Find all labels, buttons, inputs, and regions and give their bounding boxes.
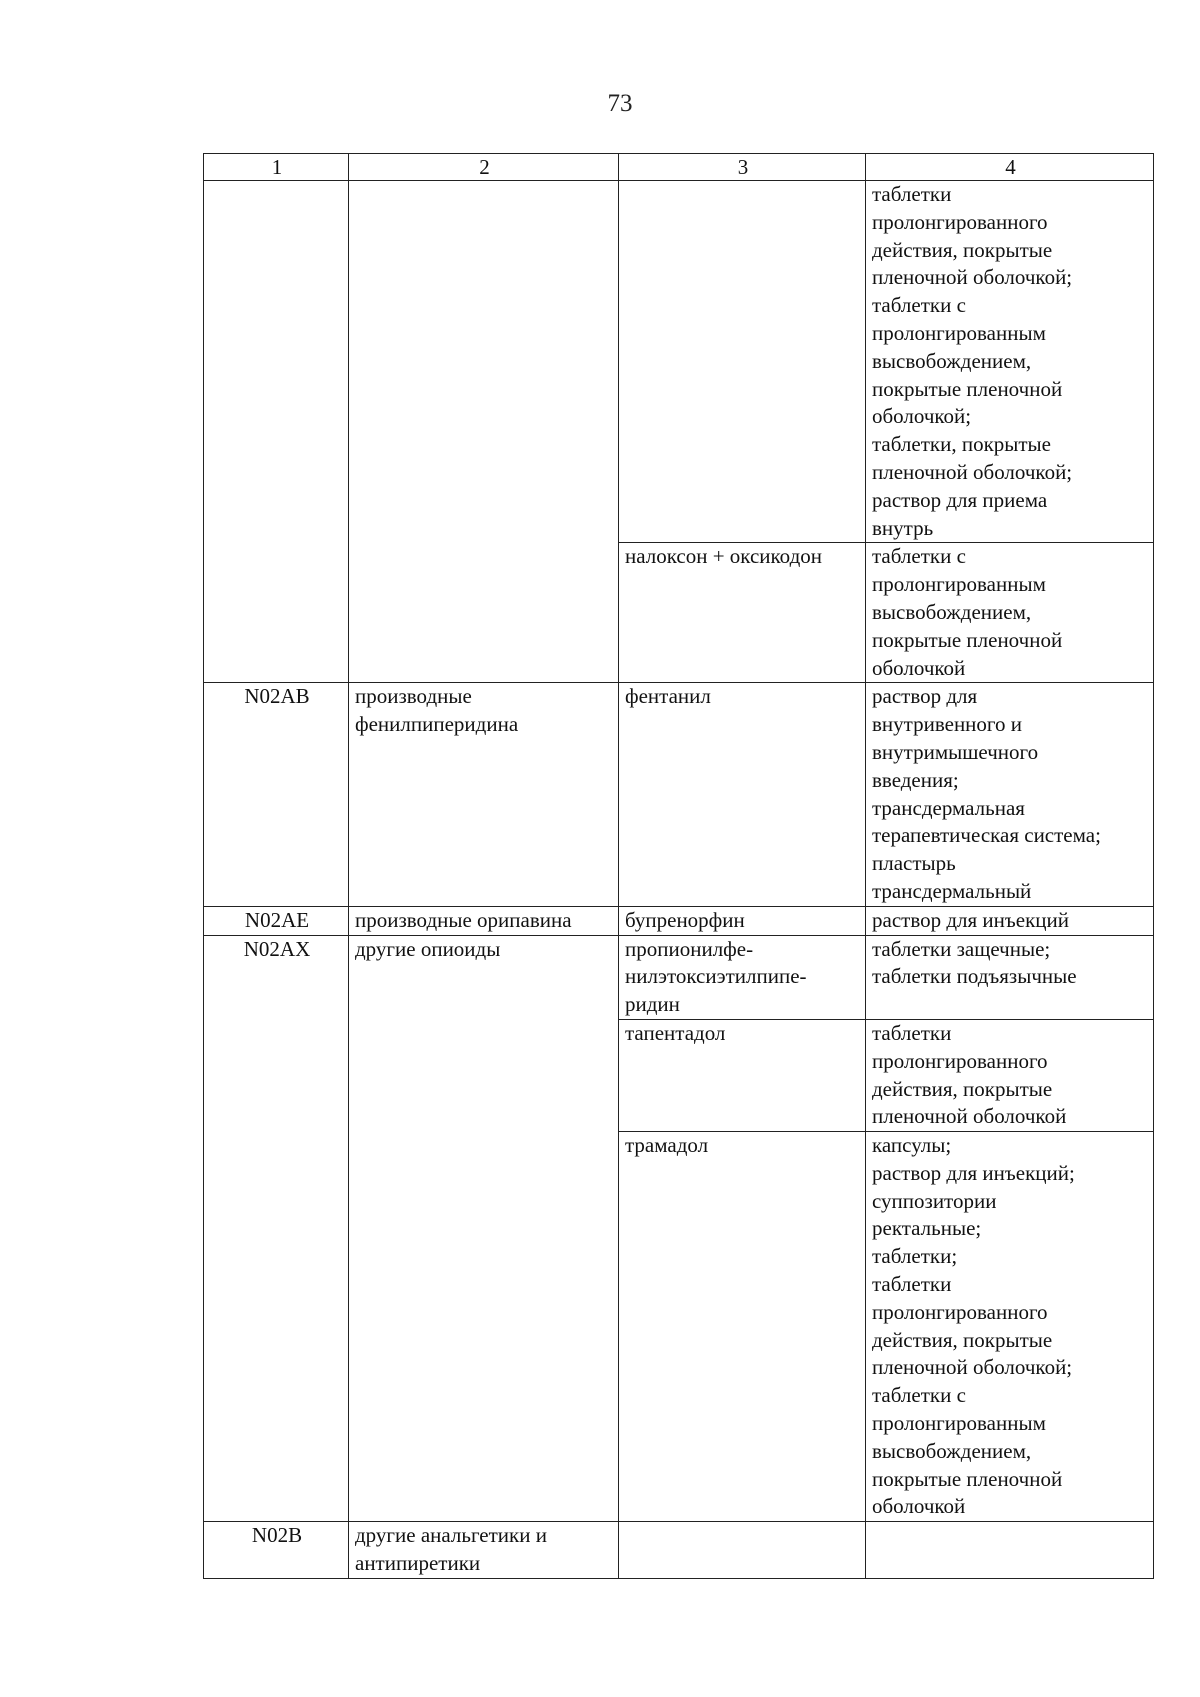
form-line: действия, покрытые [872, 237, 1053, 262]
atc-code-cell [204, 181, 349, 683]
form-line: пластырь [872, 851, 956, 876]
form-line: раствор для [872, 684, 978, 709]
column-header-4: 4 [866, 154, 1154, 181]
form-line: терапевтическая система; [872, 823, 1101, 848]
table-header-row [204, 154, 1154, 181]
form-line: внутримышечного [872, 739, 1039, 764]
drug-name: ридин [625, 992, 680, 1017]
drug-cell [619, 543, 866, 683]
form-line: таблетки подъязычные [872, 964, 1077, 989]
table-row [204, 1522, 1154, 1579]
atc-code-cell: N02B [204, 1522, 349, 1579]
drug-cell [619, 181, 866, 543]
group-line: производные орипавина [355, 907, 572, 932]
forms-cell [866, 935, 1154, 1019]
table-row [204, 935, 1154, 1019]
atc-code-cell: N02AE [204, 906, 349, 935]
forms-cell [866, 1019, 1154, 1131]
forms-cell [866, 683, 1154, 906]
form-line: высвобождением, [872, 599, 1032, 624]
drug-name: фентанил [625, 684, 711, 709]
column-header-2: 2 [349, 154, 619, 181]
group-line: фенилпиперидина [355, 712, 519, 737]
form-line: таблетки защечные; [872, 936, 1051, 961]
form-line: покрытые пленочной [872, 627, 1063, 652]
drug-cell [619, 1522, 866, 1579]
form-line: покрытые пленочной [872, 376, 1063, 401]
form-line: пролонгированным [872, 572, 1046, 597]
group-line: производные [355, 684, 472, 709]
form-line: раствор для инъекций; [872, 1160, 1075, 1185]
form-line: суппозитории [872, 1188, 997, 1213]
column-header-3: 3 [619, 154, 866, 181]
form-line: оболочкой [872, 655, 966, 680]
group-line: антипиретики [355, 1551, 481, 1576]
group-line: другие опиоиды [355, 936, 501, 961]
drug-name: нилэтоксиэтилпипе- [625, 964, 807, 989]
drug-cell [619, 1019, 866, 1131]
form-line: пролонгированного [872, 1048, 1048, 1073]
form-line: оболочкой; [872, 404, 972, 429]
form-line: внутрь [872, 515, 934, 540]
form-line: таблетки с [872, 293, 966, 318]
form-line: оболочкой [872, 1494, 966, 1519]
forms-cell [866, 1132, 1154, 1522]
form-line: действия, покрытые [872, 1327, 1053, 1352]
form-line: пролонгированного [872, 209, 1048, 234]
drug-cell [619, 683, 866, 906]
form-line: пленочной оболочкой; [872, 265, 1073, 290]
form-line: таблетки с [872, 544, 966, 569]
atc-code-cell: N02AB [204, 683, 349, 906]
form-line: таблетки с [872, 1383, 966, 1408]
form-line: пленочной оболочкой [872, 1104, 1067, 1129]
form-line: покрытые пленочной [872, 1466, 1063, 1491]
form-line: капсулы; [872, 1133, 952, 1158]
forms-cell [866, 543, 1154, 683]
drug-name: трамадол [625, 1133, 709, 1158]
medication-table [203, 153, 1154, 1579]
page-number: 73 [607, 90, 633, 117]
form-line: высвобождением, [872, 348, 1032, 373]
form-line: пролонгированного [872, 1299, 1048, 1324]
group-line: другие анальгетики и [355, 1523, 547, 1548]
form-line: высвобождением, [872, 1438, 1032, 1463]
group-cell [349, 935, 619, 1522]
table-row [204, 906, 1154, 935]
form-line: таблетки [872, 182, 952, 206]
group-cell [349, 906, 619, 935]
form-line: таблетки [872, 1020, 952, 1045]
drug-cell [619, 935, 866, 1019]
form-line: раствор для приема [872, 487, 1048, 512]
form-line: таблетки [872, 1272, 952, 1297]
form-line: действия, покрытые [872, 1076, 1053, 1101]
form-line: пленочной оболочкой; [872, 459, 1073, 484]
group-cell [349, 181, 619, 683]
drug-cell [619, 906, 866, 935]
forms-cell [866, 906, 1154, 935]
forms-cell [866, 181, 1154, 543]
group-cell [349, 1522, 619, 1579]
drug-name: налоксон + оксикодон [625, 544, 822, 569]
form-line: таблетки; [872, 1244, 958, 1269]
drug-name: пропионилфе- [625, 936, 754, 961]
drug-name: тапентадол [625, 1020, 726, 1045]
group-cell [349, 683, 619, 906]
forms-cell [866, 1522, 1154, 1579]
atc-code-cell: N02AX [204, 935, 349, 1522]
form-line: трансдермальная [872, 795, 1025, 820]
table-row [204, 181, 1154, 543]
form-line: пленочной оболочкой; [872, 1355, 1073, 1380]
drug-cell [619, 1132, 866, 1522]
form-line: таблетки, покрытые [872, 432, 1051, 457]
drug-name: бупренорфин [625, 907, 745, 932]
form-line: внутривенного и [872, 712, 1022, 737]
form-line: пролонгированным [872, 1411, 1046, 1436]
column-header-1: 1 [204, 154, 349, 181]
form-line: раствор для инъекций [872, 907, 1069, 932]
table-row [204, 683, 1154, 906]
form-line: трансдермальный [872, 878, 1032, 903]
form-line: введения; [872, 767, 959, 792]
form-line: ректальные; [872, 1216, 982, 1241]
form-line: пролонгированным [872, 320, 1046, 345]
